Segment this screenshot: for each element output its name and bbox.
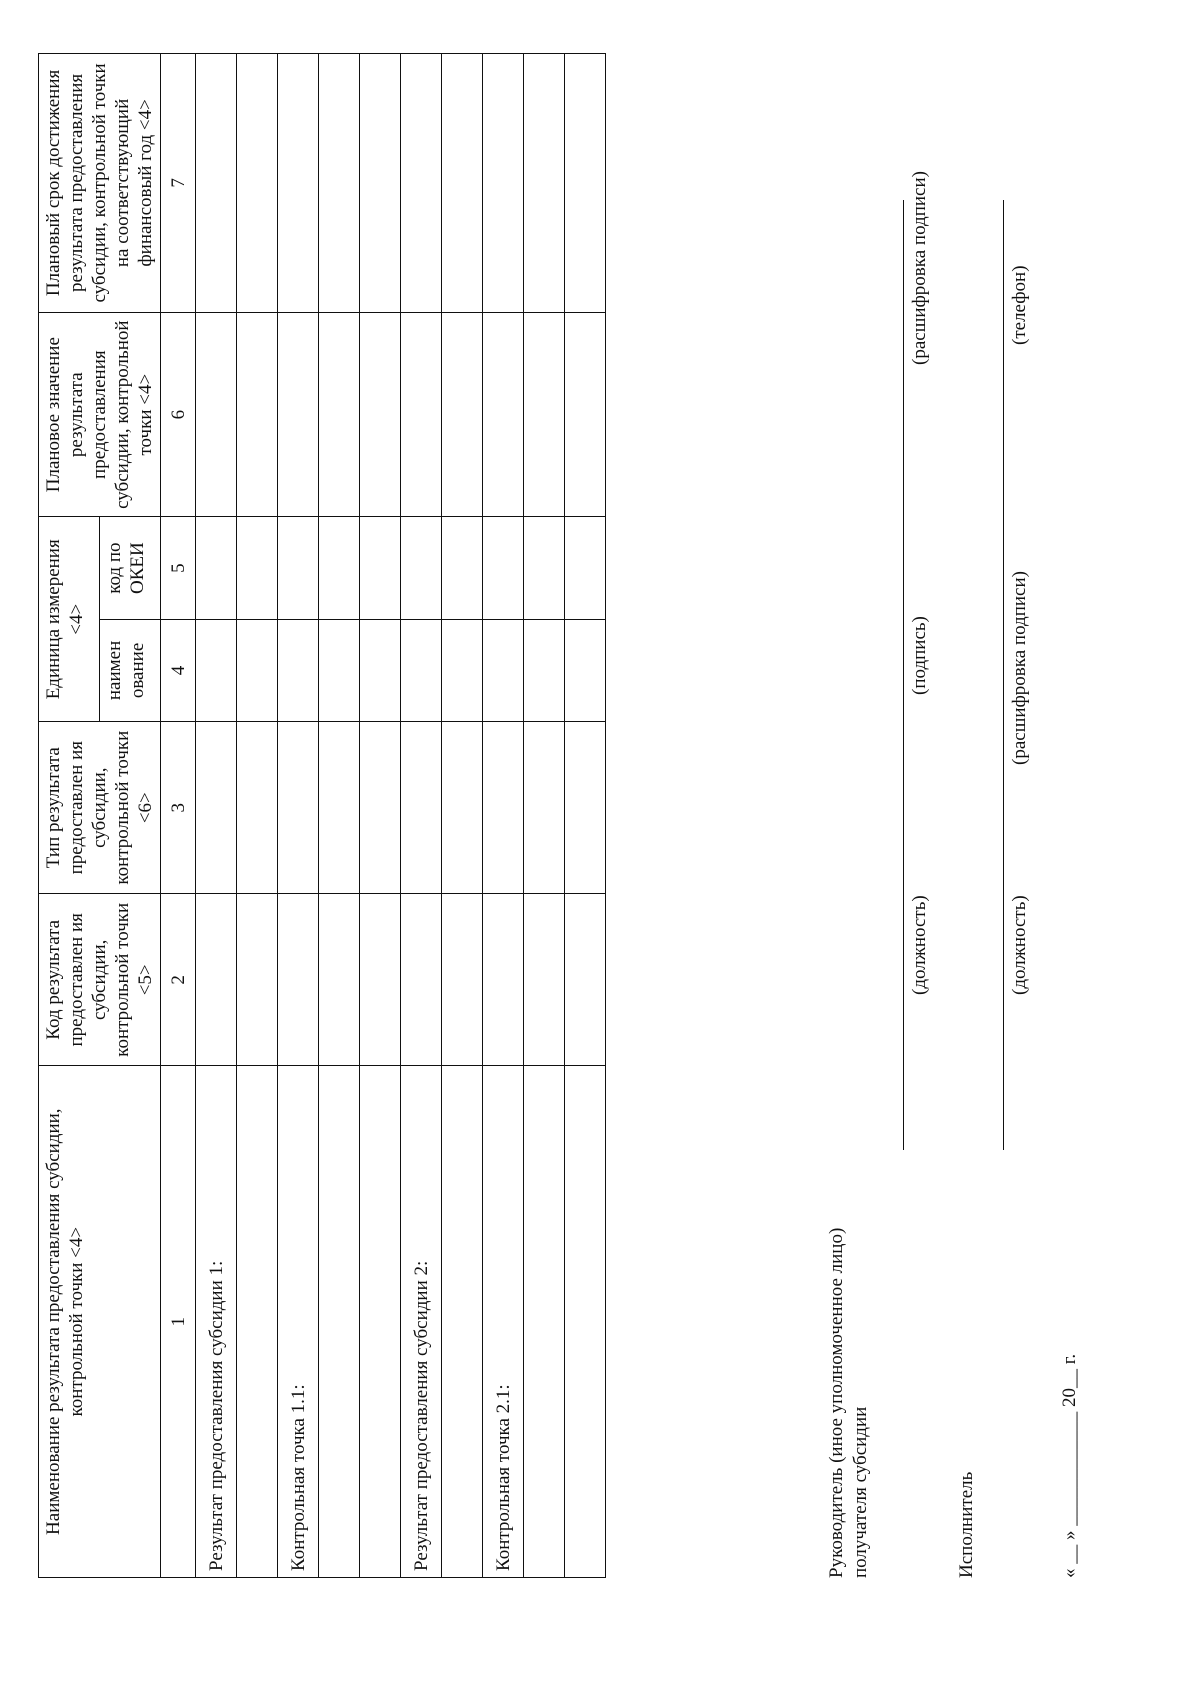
header-result-code: Код результата предоставлен ия субсидии, контрольной точки <5> <box>39 894 161 1066</box>
header-unit-name: наимен ование <box>100 619 161 721</box>
row-label: Контрольная точка 1.1: <box>278 1066 319 1578</box>
column-number: 1 <box>161 1066 196 1578</box>
head-signature-caption: (подпись) <box>909 616 930 695</box>
header-unit-okei: код по ОКЕИ <box>100 517 161 619</box>
executor-signature-line <box>1003 200 1004 1150</box>
date-line: « __ » ____________ 20__ г. <box>1059 1353 1080 1578</box>
header-unit-group: Единица измерения <4> <box>39 517 100 722</box>
column-number: 5 <box>161 517 196 619</box>
row-label: Контрольная точка 2.1: <box>483 1066 524 1578</box>
header-plan-date: Плановый срок достижения результата предоставления субсидии, контрольной точки на соответствующий финансовый год <4> <box>39 54 161 313</box>
column-number: 2 <box>161 894 196 1066</box>
header-plan-value: Плановое значение результата предоставления субсидии, контрольной точки <4> <box>39 312 161 517</box>
column-number: 4 <box>161 619 196 721</box>
head-decoding-caption: (расшифровка подписи) <box>909 171 930 365</box>
row-label: Результат предоставления субсидии 1: <box>196 1066 237 1578</box>
column-number: 6 <box>161 312 196 517</box>
header-result-name: Наименование результата предоставления субсидии, контрольной точки <4> <box>39 1066 161 1578</box>
column-number: 7 <box>161 54 196 313</box>
head-label: Руководитель (иное уполномоченное лицо) получателя субсидии <box>826 1227 871 1578</box>
column-number: 3 <box>161 722 196 894</box>
row-label: Результат предоставления субсидии 2: <box>401 1066 442 1578</box>
executor-phone-caption: (телефон) <box>1009 265 1030 345</box>
head-position-caption: (должность) <box>909 895 930 995</box>
executor-position-caption: (должность) <box>1009 895 1030 995</box>
head-signature-line <box>903 200 904 1150</box>
executor-label: Исполнитель <box>956 1471 977 1578</box>
executor-decoding-caption: (расшифровка подписи) <box>1009 571 1030 765</box>
header-result-type: Тип результата предоставлен ия субсидии, контрольной точки <6> <box>39 722 161 894</box>
